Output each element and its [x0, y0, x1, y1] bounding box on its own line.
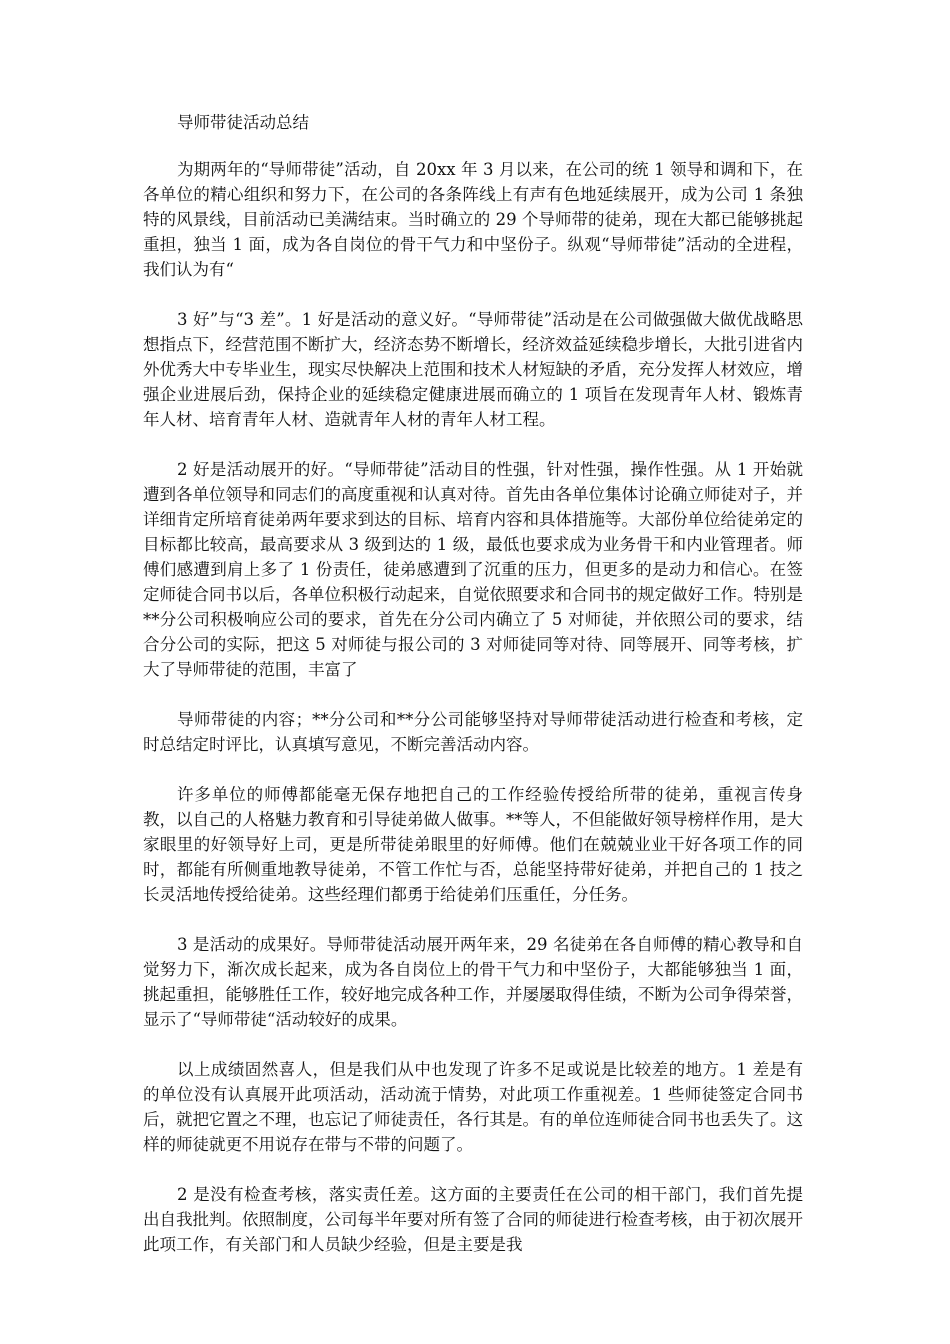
document-title: 导师带徒活动总结	[177, 113, 309, 132]
paragraph-5: 许多单位的师傅都能毫无保存地把自己的工作经验传授给所带的徒弟，重视言传身教，以自己的人格魅力教育和引导徒弟做人做事。**等人，不但能做好领导榜样作用，是大家眼里的好领导好上司，更是所带徒弟眼里的好师傅。他们在兢兢业业干好各项工作的同时，都能有所侧重地教导徒弟，不管工作忙与否，总能坚持带好徒弟，并把自己的 1 技之长灵活地传授给徒弟。这些经理们都勇于给徒弟们压重任，分任务。	[143, 785, 803, 904]
paragraph-2: 3 好”与“3 差”。1 好是活动的意义好。“导师带徒”活动是在公司做强做大做优战略思想指点下，经营范围不断扩大，经济态势不断增长，经济效益延续稳步增长，大批引进省内外优秀大中专毕业生，现实尽快解决上范围和技术人材短缺的矛盾，充分发挥人材效应，增强企业进展后劲，保持企业的延续稳定健康进展而确立的 1 项旨在发现青年人材、锻炼青年人材、培育青年人材、造就青年人材的青年人材工程。	[143, 310, 803, 429]
paragraph-6: 3 是活动的成果好。导师带徒活动展开两年来，29 名徒弟在各自师傅的精心教导和自觉努力下，渐次成长起来，成为各自岗位上的骨干气力和中坚份子，大都能够独当 1 面，挑起重担，能够胜任工作，较好地完成各种工作，并屡屡取得佳绩，不断为公司争得荣誉，显示了“导师带徒“活动较好的成果。	[143, 935, 803, 1029]
paragraph-1: 为期两年的“导师带徒”活动，自 20xx 年 3 月以来，在公司的统 1 领导和调和下，在各单位的精心组织和努力下，在公司的各条阵线上有声有色地延续展开，成为公司 1 条独特的风景线，目前活动已美满结束。当时确立的 29 个导师带的徒弟，现在大都已能够挑起重担，独当 1 面，成为各自岗位的骨干气力和中坚份子。纵观“导师带徒”活动的全进程，我们认为有“	[143, 160, 803, 279]
paragraph-4: 导师带徒的内容；**分公司和**分公司能够坚持对导师带徒活动进行检查和考核，定时总结定时评比，认真填写意见，不断完善活动内容。	[143, 710, 803, 754]
paragraph-8: 2 是没有检查考核，落实责任差。这方面的主要责任在公司的相干部门，我们首先提出自我批判。依照制度，公司每半年要对所有签了合同的师徒进行检查考核，由于初次展开此项工作，有关部门和人员缺少经验，但是主要是我	[143, 1185, 803, 1254]
document-page	[143, 110, 803, 1282]
paragraph-7: 以上成绩固然喜人，但是我们从中也发现了许多不足或说是比较差的地方。1 差是有的单位没有认真展开此项活动，活动流于情势，对此项工作重视差。1 些师徒签定合同书后，就把它置之不理，也忘记了师徒责任，各行其是。有的单位连师徒合同书也丢失了。这样的师徒就更不用说存在带与不带的问题了。	[143, 1060, 803, 1154]
paragraph-3: 2 好是活动展开的好。“导师带徒”活动目的性强，针对性强，操作性强。从 1 开始就遭到各单位领导和同志们的高度重视和认真对待。首先由各单位集体讨论确立师徒对子，并详细肯定所培育徒弟两年要求到达的目标、培育内容和具体措施等。大部份单位给徒弟定的目标都比较高，最高要求从 3 级到达的 1 级，最低也要求成为业务骨干和内业管理者。师傅们感遭到肩上多了 1 份责任，徒弟感遭到了沉重的压力，但更多的是动力和信心。在签定师徒合同书以后，各单位积极行动起来，自觉依照要求和合同书的规定做好工作。特别是**分公司积极响应公司的要求，首先在分公司内确立了 5 对师徒，并依照公司的要求，结合分公司的实际，把这 5 对师徒与报公司的 3 对师徒同等对待、同等展开、同等考核，扩大了导师带徒的范围，丰富了	[143, 460, 803, 679]
